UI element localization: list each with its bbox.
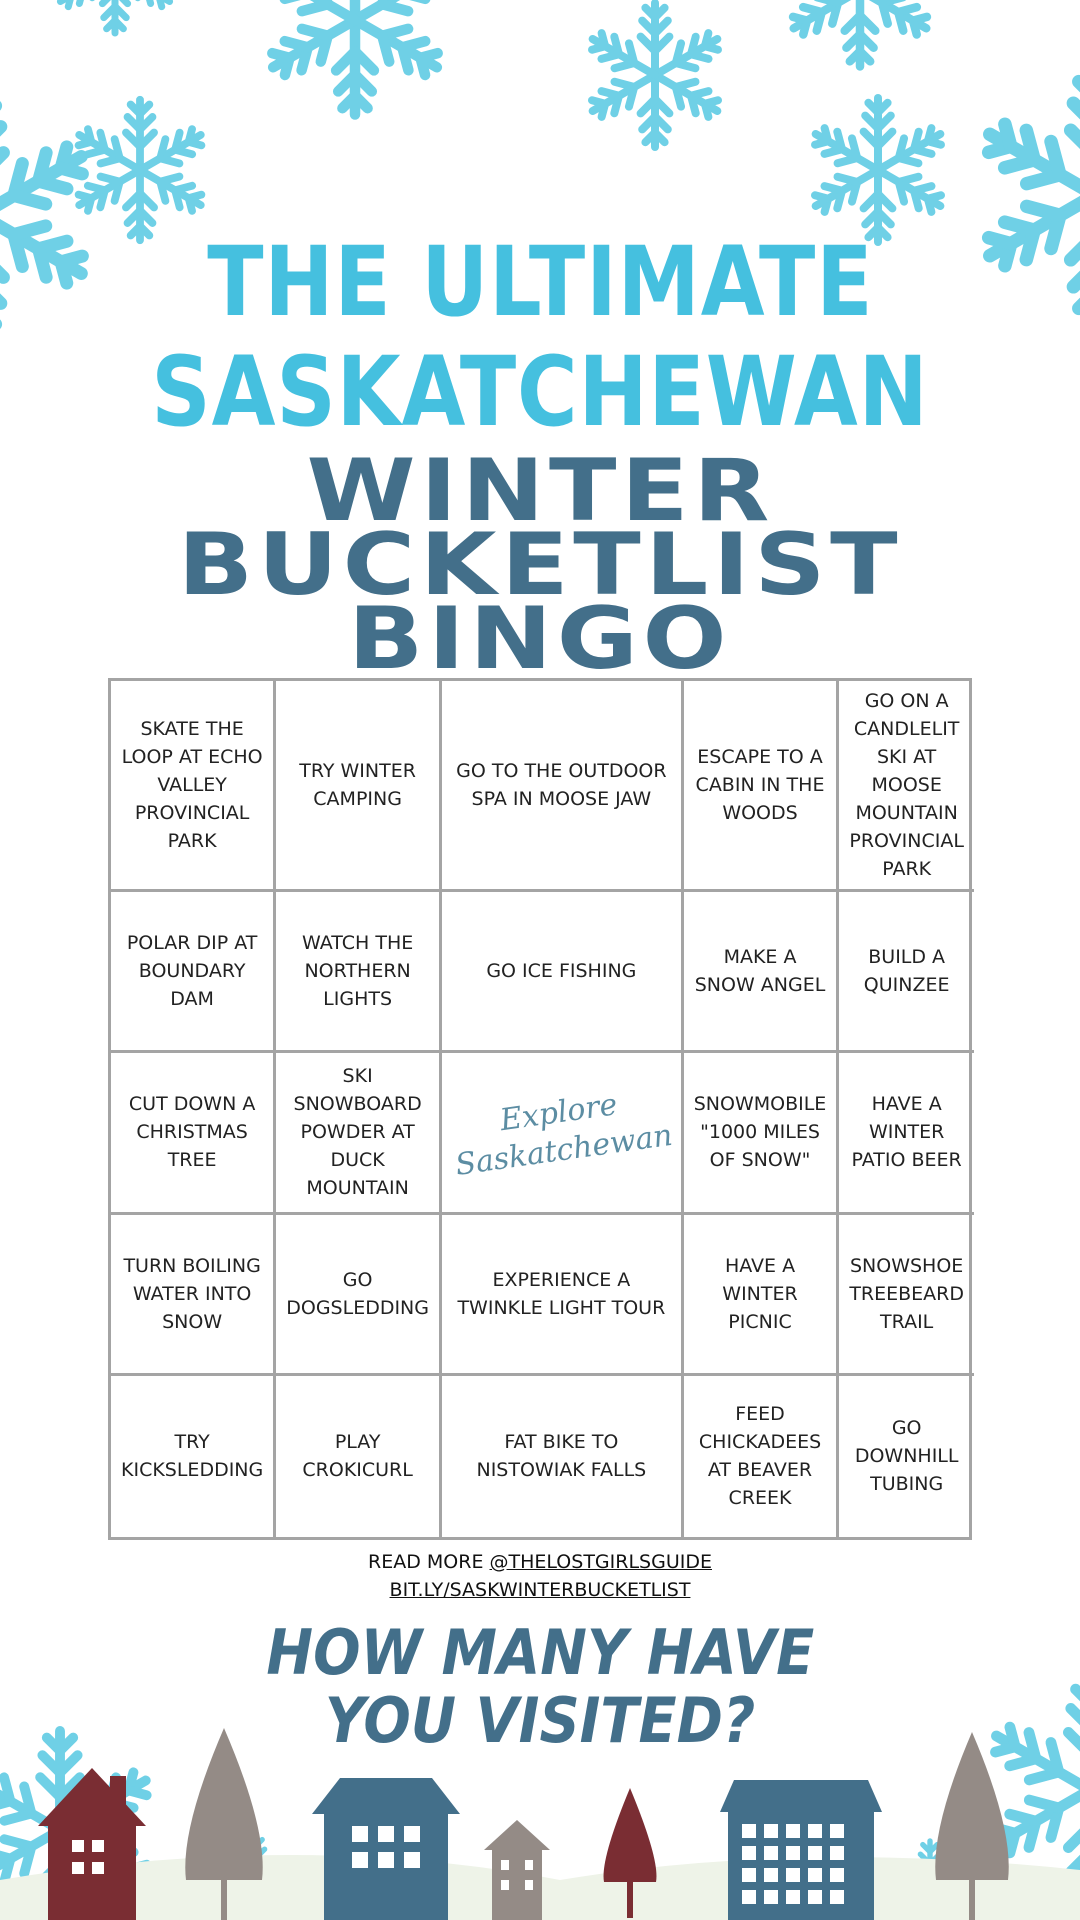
title-line-2: SASKATCHEWAN (151, 336, 929, 448)
bingo-board (108, 678, 972, 1540)
bingo-cell[interactable]: SNOWSHOE TREEBEARD TRAIL (839, 1215, 974, 1376)
bingo-cell[interactable]: PLAY CROKICURL (276, 1376, 442, 1537)
bingo-cell[interactable]: BUILD A QUINZEE (839, 892, 974, 1053)
bingo-cell[interactable]: WATCH THE NORTHERN LIGHTS (276, 892, 442, 1053)
bingo-cell[interactable]: TRY KICKSLEDDING (111, 1376, 276, 1537)
explore-saskatchewan-logo: Explore Saskatchewan (453, 1087, 675, 1184)
short-url-link[interactable]: BIT.LY/SASKWINTERBUCKETLIST (389, 1579, 691, 1601)
bingo-cell[interactable]: TRY WINTER CAMPING (276, 681, 442, 892)
read-more-line (0, 1548, 1080, 1576)
free-space-logo (442, 1053, 684, 1214)
snowflake-icon (72, 100, 208, 240)
bingo-cell[interactable]: FAT BIKE TO NISTOWIAK FALLS (442, 1376, 684, 1537)
bingo-cell[interactable]: FEED CHICKADEES AT BEAVER CREEK (684, 1376, 840, 1537)
snowflake-icon (264, 0, 447, 114)
tree-icon (185, 1728, 262, 1920)
bingo-cell[interactable]: POLAR DIP AT BOUNDARY DAM (111, 892, 276, 1053)
bingo-cell[interactable]: GO ON A CANDLELIT SKI AT MOOSE MOUNTAIN PROVINCIAL PARK (839, 681, 974, 892)
house-icon (720, 1780, 882, 1920)
snowflake-icon (808, 98, 947, 242)
bingo-cell[interactable]: SNOWMOBILE "1000 MILES OF SNOW" (684, 1053, 840, 1214)
bingo-cell[interactable]: GO DOGSLEDDING (276, 1215, 442, 1376)
short-link-line (0, 1576, 1080, 1604)
title-line-3: WINTER (306, 441, 774, 541)
house-icon (38, 1768, 146, 1920)
bingo-cell[interactable]: EXPERIENCE A TWINKLE LIGHT TOUR (442, 1215, 684, 1376)
house-icon (484, 1820, 550, 1920)
bingo-cell[interactable]: MAKE A SNOW ANGEL (684, 892, 840, 1053)
bingo-cell[interactable]: SKATE THE LOOP AT ECHO VALLEY PROVINCIAL PARK (111, 681, 276, 892)
snowflake-icon (878, 1841, 982, 1920)
bingo-cell[interactable]: CUT DOWN A CHRISTMAS TREE (111, 1053, 276, 1214)
instagram-handle-link[interactable]: @THELOSTGIRLSGUIDE (489, 1551, 712, 1573)
bingo-cell[interactable]: HAVE A WINTER PICNIC (684, 1215, 840, 1376)
question-line-2: YOU VISITED? (324, 1684, 756, 1757)
bingo-cell[interactable]: SKI SNOWBOARD POWDER AT DUCK MOUNTAIN (276, 1053, 442, 1214)
tree-icon (935, 1732, 1009, 1920)
bingo-cell[interactable]: TURN BOILING WATER INTO SNOW (111, 1215, 276, 1376)
title-line-4: BUCKETLIST (177, 515, 903, 615)
bingo-cell[interactable]: GO TO THE OUTDOOR SPA IN MOOSE JAW (442, 681, 684, 892)
house-icon (312, 1778, 460, 1920)
read-more-label: READ MORE (368, 1551, 484, 1573)
snowflake-icon (0, 1731, 156, 1920)
title-line-1: THE ULTIMATE (206, 226, 874, 338)
bingo-cell[interactable]: HAVE A WINTER PATIO BEER (839, 1053, 974, 1214)
question-line-1: HOW MANY HAVE (266, 1616, 814, 1689)
tree-icon (604, 1788, 657, 1918)
bingo-cell[interactable]: GO DOWNHILL TUBING (854, 1417, 959, 1496)
snowflake-icon (786, 0, 934, 67)
snowflake-icon (585, 3, 724, 147)
snowflake-icon (203, 1836, 307, 1920)
title-line-5: BINGO (348, 589, 732, 689)
bingo-cell[interactable]: GO ICE FISHING (442, 892, 684, 1053)
snowflake-icon (54, 0, 176, 33)
bingo-cell[interactable]: ESCAPE TO A CABIN IN THE WOODS (684, 681, 840, 892)
